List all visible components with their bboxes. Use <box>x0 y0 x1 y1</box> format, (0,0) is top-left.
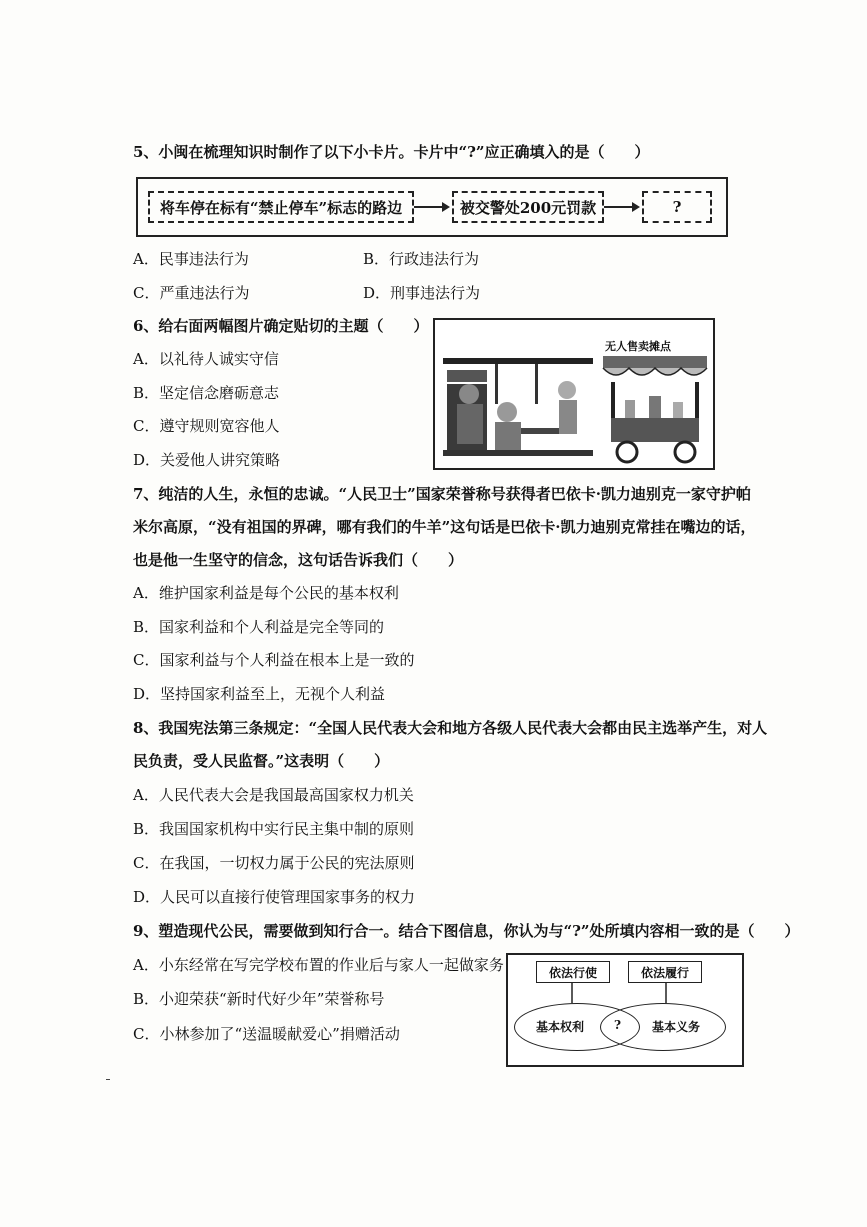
q8-option-d[interactable]: D．人民可以直接行使管理国家事务的权力 <box>133 888 416 906</box>
q6-illustration <box>435 320 713 468</box>
q5-option-b[interactable]: B．行政违法行为 <box>363 250 480 268</box>
q9-diagram-left-label: 基本权利 <box>536 1020 585 1034</box>
arrow-right-icon <box>414 206 448 208</box>
q6-option-a[interactable]: A．以礼待人诚实守信 <box>133 350 279 368</box>
q7-stem-line-3: 也是他一生坚守的信念，这句话告诉我们（ ） <box>133 551 464 569</box>
q8-option-c[interactable]: C．在我国，一切权力属于公民的宪法原则 <box>133 854 415 872</box>
q8-option-b[interactable]: B．我国国家机构中实行民主集中制的原则 <box>133 820 415 838</box>
q6-picture-caption: 无人售卖摊点 <box>605 340 671 353</box>
q5-card-3: ? <box>642 191 712 223</box>
q9-diagram-center: ? <box>614 1018 622 1032</box>
q7-stem-line-2: 米尔高原，“没有祖国的界碑，哪有我们的牛羊”这句话是巴依卡·凯力迪别克常挂在嘴边的话， <box>133 518 756 536</box>
q7-option-a[interactable]: A．维护国家利益是每个公民的基本权利 <box>133 584 399 602</box>
q6-option-c[interactable]: C．遵守规则宽容他人 <box>133 417 280 435</box>
q6-stem: 6、给右面两幅图片确定贴切的主题（ ） <box>133 317 429 335</box>
q9-stem: 9、塑造现代公民，需要做到知行合一。结合下图信息，你认为与“?”处所填内容相一致的是（ ） <box>133 922 800 940</box>
q8-stem-line-1: 8、我国宪法第三条规定：“全国人民代表大会和地方各级人民代表大会都由民主选举产生，对人 <box>133 719 768 737</box>
q7-option-c[interactable]: C．国家利益与个人利益在根本上是一致的 <box>133 651 415 669</box>
q8-stem-line-2: 民负责，受人民监督。”这表明（ ） <box>133 752 390 770</box>
q9-option-b[interactable]: B．小迎荣获“新时代好少年”荣誉称号 <box>133 990 385 1008</box>
q9-diagram-right-top: 依法履行 <box>628 961 702 983</box>
q9-diagram-left-top: 依法行使 <box>536 961 610 983</box>
q5-stem: 5、小闽在梳理知识时制作了以下小卡片。卡片中“?”应正确填入的是（ ） <box>133 143 650 161</box>
q5-card-1: 将车停在标有“禁止停车”标志的路边 <box>148 191 414 223</box>
q5-card-2: 被交警处200元罚款 <box>452 191 604 223</box>
scan-mark <box>106 1079 110 1080</box>
q5-option-a[interactable]: A．民事违法行为 <box>133 250 249 268</box>
q6-picture <box>433 318 715 470</box>
arrow-right-icon <box>604 206 638 208</box>
q8-option-a[interactable]: A．人民代表大会是我国最高国家权力机关 <box>133 786 414 804</box>
q6-option-d[interactable]: D．关爱他人讲究策略 <box>133 451 281 469</box>
q7-option-d[interactable]: D．坚持国家利益至上，无视个人利益 <box>133 685 386 703</box>
q7-option-b[interactable]: B．国家利益和个人利益是完全等同的 <box>133 618 385 636</box>
q6-option-b[interactable]: B．坚定信念磨砺意志 <box>133 384 280 402</box>
q7-stem-line-1: 7、纯洁的人生，永恒的忠诚。“人民卫士”国家荣誉称号获得者巴依卡·凯力迪别克一家守护帕 <box>133 485 751 503</box>
q5-option-d[interactable]: D．刑事违法行为 <box>363 284 481 302</box>
q5-option-c[interactable]: C．严重违法行为 <box>133 284 250 302</box>
q9-diagram-right-label: 基本义务 <box>652 1020 701 1034</box>
q9-option-c[interactable]: C．小林参加了“送温暖献爱心”捐赠活动 <box>133 1025 400 1043</box>
q9-option-a[interactable]: A．小东经常在写完学校布置的作业后与家人一起做家务 <box>133 956 504 974</box>
